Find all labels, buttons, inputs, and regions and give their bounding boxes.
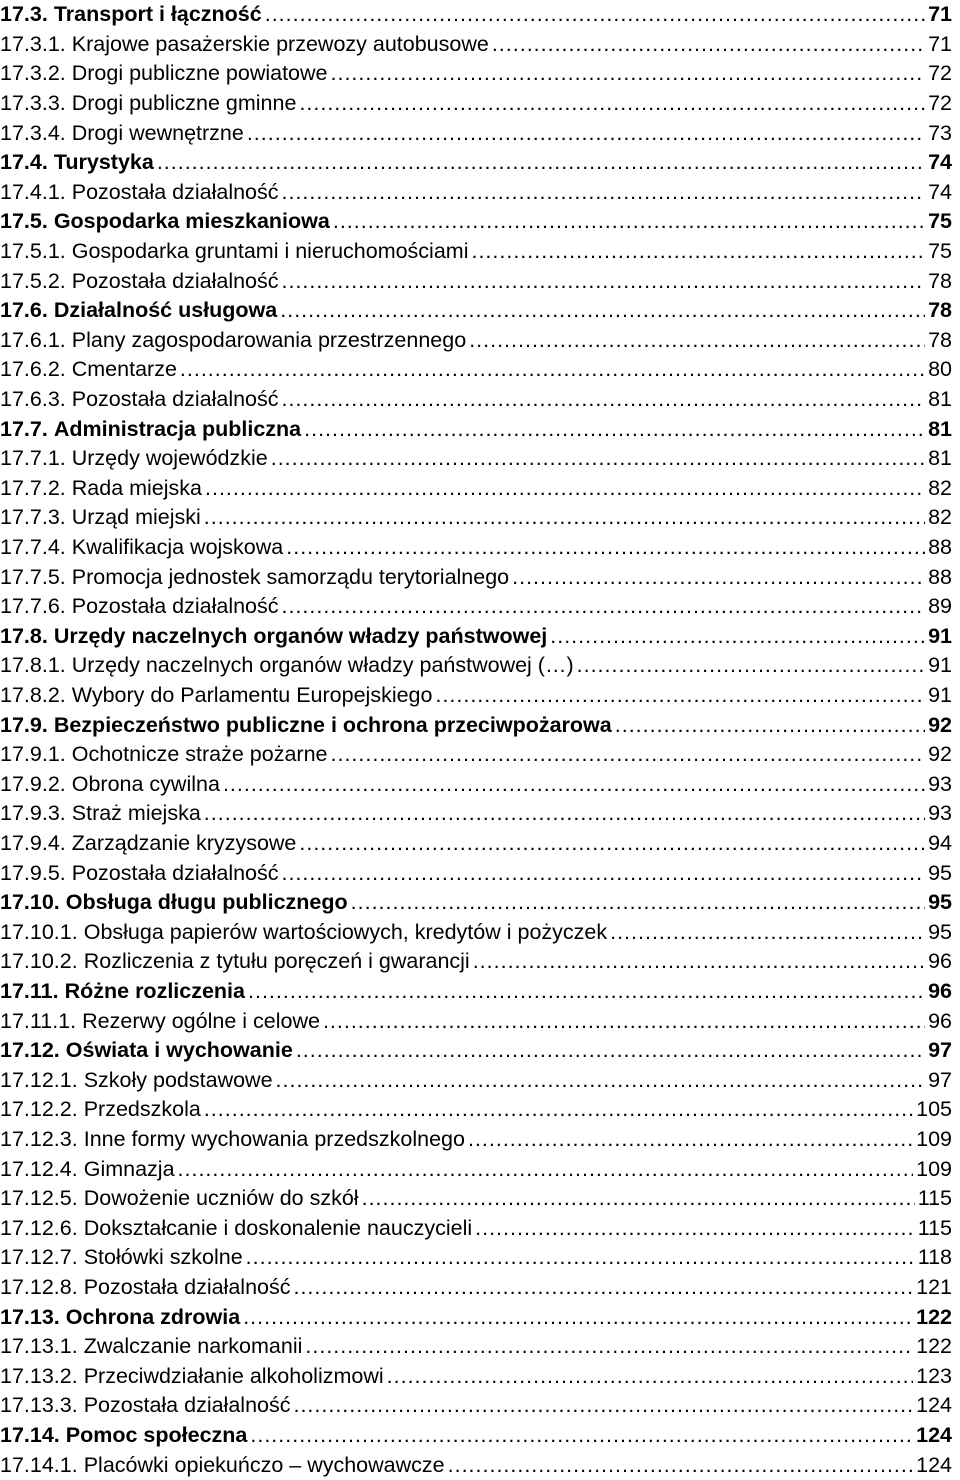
dot-leader bbox=[387, 1364, 913, 1389]
entry-title: Drogi wewnętrzne bbox=[71, 120, 244, 145]
dot-leader bbox=[223, 772, 925, 797]
entry-number: 17.12. bbox=[0, 1038, 60, 1063]
entry-title: Wybory do Parlamentu Europejskiego bbox=[71, 683, 433, 708]
entry-number: 17.5.1. bbox=[0, 239, 66, 264]
dot-leader bbox=[157, 150, 925, 175]
toc-subsection-entry bbox=[0, 799, 952, 829]
entry-page-number: 72 bbox=[928, 91, 952, 116]
entry-page-number: 81 bbox=[928, 446, 952, 471]
dot-leader bbox=[286, 535, 925, 560]
entry-number: 17.13.1. bbox=[0, 1334, 78, 1359]
entry-title: Pozostała działalność bbox=[71, 179, 279, 204]
entry-number: 17.10. bbox=[0, 890, 60, 915]
dot-leader bbox=[331, 61, 926, 86]
dot-leader bbox=[293, 1393, 913, 1418]
entry-number: 17.13.3. bbox=[0, 1393, 78, 1418]
entry-page-number: 80 bbox=[928, 357, 952, 382]
toc-subsection-entry bbox=[0, 89, 952, 119]
toc-subsection-entry bbox=[0, 326, 952, 356]
toc-subsection-entry bbox=[0, 1006, 952, 1036]
toc-subsection-entry bbox=[0, 474, 952, 504]
dot-leader bbox=[293, 1275, 913, 1300]
entry-number: 17.12.5. bbox=[0, 1186, 78, 1211]
entry-number: 17.14. bbox=[0, 1423, 60, 1448]
toc-section-entry bbox=[0, 888, 952, 918]
toc-subsection-entry bbox=[0, 829, 952, 859]
entry-title: Urzędy naczelnych organów władzy państwowej (…) bbox=[71, 653, 574, 678]
entry-number: 17.7. bbox=[0, 416, 48, 441]
entry-page-number: 109 bbox=[916, 1156, 952, 1181]
entry-page-number: 118 bbox=[917, 1245, 952, 1270]
entry-page-number: 122 bbox=[916, 1334, 952, 1359]
entry-title: Przedszkola bbox=[83, 1097, 201, 1122]
entry-page-number: 92 bbox=[928, 712, 952, 737]
entry-title: Pozostała działalność bbox=[71, 860, 279, 885]
entry-page-number: 81 bbox=[928, 416, 952, 441]
dot-leader bbox=[282, 180, 926, 205]
toc-subsection-entry bbox=[0, 533, 952, 563]
entry-page-number: 105 bbox=[916, 1097, 952, 1122]
dot-leader bbox=[492, 32, 925, 57]
toc-subsection-entry bbox=[0, 355, 952, 385]
dot-leader bbox=[265, 2, 925, 27]
entry-number: 17.3. bbox=[0, 2, 48, 27]
dot-leader bbox=[250, 1423, 913, 1448]
entry-number: 17.12.4. bbox=[0, 1156, 78, 1181]
entry-title: Administracja publiczna bbox=[53, 416, 302, 441]
toc-section-entry bbox=[0, 0, 952, 30]
entry-page-number: 115 bbox=[917, 1215, 952, 1240]
dot-leader bbox=[271, 446, 925, 471]
dot-leader bbox=[304, 417, 925, 442]
entry-page-number: 124 bbox=[916, 1452, 952, 1477]
entry-number: 17.12.1. bbox=[0, 1067, 78, 1092]
entry-page-number: 74 bbox=[928, 150, 952, 175]
entry-title: Obsługa papierów wartościowych, kredytów i pożyczek bbox=[83, 919, 608, 944]
dot-leader bbox=[180, 357, 925, 382]
entry-number: 17.9.5. bbox=[0, 860, 66, 885]
entry-page-number: 124 bbox=[916, 1393, 952, 1418]
dot-leader bbox=[351, 890, 925, 915]
toc-section-entry bbox=[0, 1421, 952, 1451]
entry-page-number: 78 bbox=[928, 298, 952, 323]
toc-section-entry bbox=[0, 710, 952, 740]
entry-number: 17.10.1. bbox=[0, 919, 78, 944]
entry-title: Ochrona zdrowia bbox=[65, 1304, 241, 1329]
entry-number: 17.9. bbox=[0, 712, 48, 737]
dot-leader bbox=[296, 1038, 925, 1063]
toc-subsection-entry bbox=[0, 1184, 952, 1214]
entry-page-number: 109 bbox=[916, 1127, 952, 1152]
toc-subsection-entry bbox=[0, 1214, 952, 1244]
entry-title: Dowożenie uczniów do szkół bbox=[83, 1186, 359, 1211]
dot-leader bbox=[246, 1245, 915, 1270]
entry-page-number: 91 bbox=[928, 653, 952, 678]
entry-page-number: 74 bbox=[928, 179, 952, 204]
entry-title: Obsługa długu publicznego bbox=[65, 890, 348, 915]
dot-leader bbox=[469, 328, 925, 353]
dot-leader bbox=[471, 239, 925, 264]
entry-title: Urzędy wojewódzkie bbox=[71, 446, 268, 471]
dot-leader bbox=[204, 1097, 913, 1122]
entry-number: 17.7.4. bbox=[0, 535, 66, 560]
entry-page-number: 93 bbox=[928, 801, 952, 826]
entry-page-number: 75 bbox=[928, 209, 952, 234]
toc-section-entry bbox=[0, 622, 952, 652]
toc-subsection-entry bbox=[0, 1095, 952, 1125]
dot-leader bbox=[204, 801, 925, 826]
toc-subsection-entry bbox=[0, 858, 952, 888]
entry-title: Rada miejska bbox=[71, 475, 202, 500]
toc-subsection-entry bbox=[0, 444, 952, 474]
toc-subsection-entry bbox=[0, 266, 952, 296]
entry-page-number: 95 bbox=[928, 919, 952, 944]
entry-title: Inne formy wychowania przedszkolnego bbox=[83, 1127, 465, 1152]
entry-title: Urzędy naczelnych organów władzy państwowej bbox=[53, 623, 548, 648]
toc-section-entry bbox=[0, 207, 952, 237]
entry-title: Transport i łączność bbox=[53, 2, 262, 27]
entry-page-number: 81 bbox=[928, 387, 952, 412]
toc-section-entry bbox=[0, 296, 952, 326]
entry-page-number: 78 bbox=[928, 327, 952, 352]
entry-number: 17.7.6. bbox=[0, 594, 66, 619]
dot-leader bbox=[247, 121, 925, 146]
dot-leader bbox=[276, 1068, 926, 1093]
dot-leader bbox=[615, 713, 925, 738]
entry-page-number: 93 bbox=[928, 771, 952, 796]
entry-page-number: 123 bbox=[916, 1363, 952, 1388]
dot-leader bbox=[323, 1009, 925, 1034]
entry-page-number: 92 bbox=[928, 742, 952, 767]
dot-leader bbox=[282, 594, 926, 619]
toc-subsection-entry bbox=[0, 385, 952, 415]
dot-leader bbox=[305, 1334, 913, 1359]
toc-subsection-entry bbox=[0, 1125, 952, 1155]
toc-subsection-entry bbox=[0, 1243, 952, 1273]
toc-subsection-entry bbox=[0, 237, 952, 267]
entry-number: 17.3.3. bbox=[0, 91, 66, 116]
toc-subsection-entry bbox=[0, 1391, 952, 1421]
dot-leader bbox=[243, 1305, 913, 1330]
toc-subsection-entry bbox=[0, 651, 952, 681]
toc-subsection-entry bbox=[0, 1273, 952, 1303]
toc-subsection-entry bbox=[0, 592, 952, 622]
toc-subsection-entry bbox=[0, 59, 952, 89]
entry-number: 17.14.1. bbox=[0, 1452, 78, 1477]
entry-title: Drogi publiczne gminne bbox=[71, 91, 297, 116]
entry-title: Ochotnicze straże pożarne bbox=[71, 742, 328, 767]
entry-number: 17.9.2. bbox=[0, 771, 66, 796]
dot-leader bbox=[282, 861, 926, 886]
entry-title: Bezpieczeństwo publiczne i ochrona przeciwpożarowa bbox=[53, 712, 612, 737]
entry-title: Krajowe pasażerskie przewozy autobusowe bbox=[71, 31, 489, 56]
entry-number: 17.12.2. bbox=[0, 1097, 78, 1122]
entry-number: 17.7.1. bbox=[0, 446, 66, 471]
entry-page-number: 95 bbox=[928, 890, 952, 915]
entry-number: 17.6.3. bbox=[0, 387, 66, 412]
entry-title: Dokształcanie i doskonalenie nauczycieli bbox=[83, 1215, 473, 1240]
entry-title: Plany zagospodarowania przestrzennego bbox=[71, 327, 467, 352]
entry-page-number: 94 bbox=[928, 831, 952, 856]
dot-leader bbox=[448, 1453, 914, 1478]
entry-title: Oświata i wychowanie bbox=[65, 1038, 293, 1063]
entry-number: 17.7.2. bbox=[0, 475, 66, 500]
toc-subsection-entry bbox=[0, 947, 952, 977]
entry-number: 17.8.2. bbox=[0, 683, 66, 708]
entry-title: Szkoły podstawowe bbox=[83, 1067, 273, 1092]
dot-leader bbox=[248, 979, 925, 1004]
entry-page-number: 91 bbox=[928, 683, 952, 708]
entry-number: 17.6.1. bbox=[0, 327, 66, 352]
entry-page-number: 71 bbox=[928, 2, 952, 27]
dot-leader bbox=[280, 298, 925, 323]
toc-subsection-entry bbox=[0, 30, 952, 60]
entry-page-number: 73 bbox=[928, 120, 952, 145]
entry-title: Pozostała działalność bbox=[71, 268, 279, 293]
entry-number: 17.6.2. bbox=[0, 357, 66, 382]
dot-leader bbox=[178, 1157, 914, 1182]
entry-title: Rozliczenia z tytułu poręczeń i gwarancji bbox=[83, 949, 470, 974]
entry-number: 17.3.4. bbox=[0, 120, 66, 145]
entry-title: Działalność usługowa bbox=[53, 298, 278, 323]
dot-leader bbox=[362, 1186, 915, 1211]
toc-subsection-entry bbox=[0, 562, 952, 592]
entry-page-number: 82 bbox=[928, 505, 952, 530]
toc-section-entry bbox=[0, 414, 952, 444]
entry-title: Zarządzanie kryzysowe bbox=[71, 831, 297, 856]
entry-page-number: 72 bbox=[928, 61, 952, 86]
entry-title: Gimnazja bbox=[83, 1156, 175, 1181]
dot-leader bbox=[282, 387, 926, 412]
entry-title: Przeciwdziałanie alkoholizmowi bbox=[83, 1363, 384, 1388]
dot-leader bbox=[468, 1127, 913, 1152]
entry-title: Turystyka bbox=[53, 150, 154, 175]
entry-title: Pomoc społeczna bbox=[65, 1423, 248, 1448]
entry-title: Zwalczanie narkomanii bbox=[83, 1334, 303, 1359]
toc-subsection-entry bbox=[0, 1362, 952, 1392]
entry-page-number: 96 bbox=[928, 949, 952, 974]
entry-number: 17.7.5. bbox=[0, 564, 66, 589]
dot-leader bbox=[331, 742, 926, 767]
toc-subsection-entry bbox=[0, 178, 952, 208]
entry-number: 17.7.3. bbox=[0, 505, 66, 530]
entry-number: 17.9.1. bbox=[0, 742, 66, 767]
entry-number: 17.11.1. bbox=[0, 1008, 77, 1033]
dot-leader bbox=[299, 91, 925, 116]
toc-subsection-entry bbox=[0, 1066, 952, 1096]
entry-number: 17.10.2. bbox=[0, 949, 78, 974]
entry-title: Gospodarka gruntami i nieruchomościami bbox=[71, 239, 469, 264]
entry-number: 17.12.6. bbox=[0, 1215, 78, 1240]
dot-leader bbox=[299, 831, 925, 856]
dot-leader bbox=[512, 565, 925, 590]
entry-page-number: 91 bbox=[928, 623, 952, 648]
entry-title: Pozostała działalność bbox=[71, 594, 279, 619]
toc-subsection-entry bbox=[0, 740, 952, 770]
dot-leader bbox=[204, 505, 925, 530]
entry-page-number: 88 bbox=[928, 535, 952, 560]
entry-page-number: 97 bbox=[928, 1038, 952, 1063]
entry-number: 17.8.1. bbox=[0, 653, 66, 678]
toc-section-entry bbox=[0, 977, 952, 1007]
entry-title: Rezerwy ogólne i celowe bbox=[82, 1008, 320, 1033]
entry-title: Urząd miejski bbox=[71, 505, 201, 530]
dot-leader bbox=[475, 1216, 915, 1241]
entry-title: Gospodarka mieszkaniowa bbox=[53, 209, 330, 234]
entry-page-number: 124 bbox=[916, 1423, 952, 1448]
entry-page-number: 82 bbox=[928, 475, 952, 500]
entry-title: Placówki opiekuńczo – wychowawcze bbox=[83, 1452, 445, 1477]
entry-number: 17.3.2. bbox=[0, 61, 66, 86]
dot-leader bbox=[333, 209, 925, 234]
entry-number: 17.9.3. bbox=[0, 801, 66, 826]
dot-leader bbox=[473, 949, 925, 974]
entry-number: 17.4. bbox=[0, 150, 48, 175]
entry-title: Kwalifikacja wojskowa bbox=[71, 535, 284, 560]
entry-number: 17.5. bbox=[0, 209, 48, 234]
entry-title: Promocja jednostek samorządu terytorialnego bbox=[71, 564, 510, 589]
entry-title: Obrona cywilna bbox=[71, 771, 220, 796]
toc-subsection-entry bbox=[0, 118, 952, 148]
entry-page-number: 121 bbox=[916, 1275, 952, 1300]
dot-leader bbox=[205, 476, 925, 501]
entry-number: 17.4.1. bbox=[0, 179, 66, 204]
dot-leader bbox=[577, 653, 925, 678]
entry-page-number: 95 bbox=[928, 860, 952, 885]
entry-page-number: 96 bbox=[928, 979, 952, 1004]
toc-subsection-entry bbox=[0, 503, 952, 533]
entry-page-number: 97 bbox=[928, 1067, 952, 1092]
entry-number: 17.8. bbox=[0, 623, 48, 648]
entry-number: 17.13. bbox=[0, 1304, 60, 1329]
entry-page-number: 75 bbox=[928, 239, 952, 264]
entry-number: 17.11. bbox=[0, 979, 59, 1004]
entry-title: Pozostała działalność bbox=[83, 1275, 291, 1300]
toc-subsection-entry bbox=[0, 681, 952, 711]
entry-title: Straż miejska bbox=[71, 801, 201, 826]
entry-title: Różne rozliczenia bbox=[64, 979, 245, 1004]
entry-page-number: 71 bbox=[928, 31, 952, 56]
toc-subsection-entry bbox=[0, 918, 952, 948]
entry-page-number: 88 bbox=[928, 564, 952, 589]
entry-number: 17.6. bbox=[0, 298, 48, 323]
toc-section-entry bbox=[0, 148, 952, 178]
toc-subsection-entry bbox=[0, 1450, 952, 1480]
entry-number: 17.12.3. bbox=[0, 1127, 78, 1152]
entry-number: 17.5.2. bbox=[0, 268, 66, 293]
entry-page-number: 89 bbox=[928, 594, 952, 619]
entry-title: Stołówki szkolne bbox=[83, 1245, 243, 1270]
entry-number: 17.12.8. bbox=[0, 1275, 78, 1300]
dot-leader bbox=[282, 269, 926, 294]
entry-page-number: 115 bbox=[917, 1186, 952, 1211]
entry-title: Pozostała działalność bbox=[83, 1393, 291, 1418]
dot-leader bbox=[610, 920, 925, 945]
toc-section-entry bbox=[0, 1302, 952, 1332]
toc-subsection-entry bbox=[0, 1154, 952, 1184]
toc-section-entry bbox=[0, 1036, 952, 1066]
entry-title: Cmentarze bbox=[71, 357, 177, 382]
entry-number: 17.13.2. bbox=[0, 1363, 78, 1388]
entry-number: 17.12.7. bbox=[0, 1245, 78, 1270]
dot-leader bbox=[550, 624, 925, 649]
entry-title: Pozostała działalność bbox=[71, 387, 279, 412]
entry-number: 17.9.4. bbox=[0, 831, 66, 856]
entry-page-number: 122 bbox=[916, 1304, 952, 1329]
entry-page-number: 96 bbox=[928, 1008, 952, 1033]
toc-subsection-entry bbox=[0, 770, 952, 800]
entry-number: 17.3.1. bbox=[0, 31, 66, 56]
entry-page-number: 78 bbox=[928, 268, 952, 293]
dot-leader bbox=[435, 683, 925, 708]
toc-subsection-entry bbox=[0, 1332, 952, 1362]
entry-title: Drogi publiczne powiatowe bbox=[71, 61, 328, 86]
